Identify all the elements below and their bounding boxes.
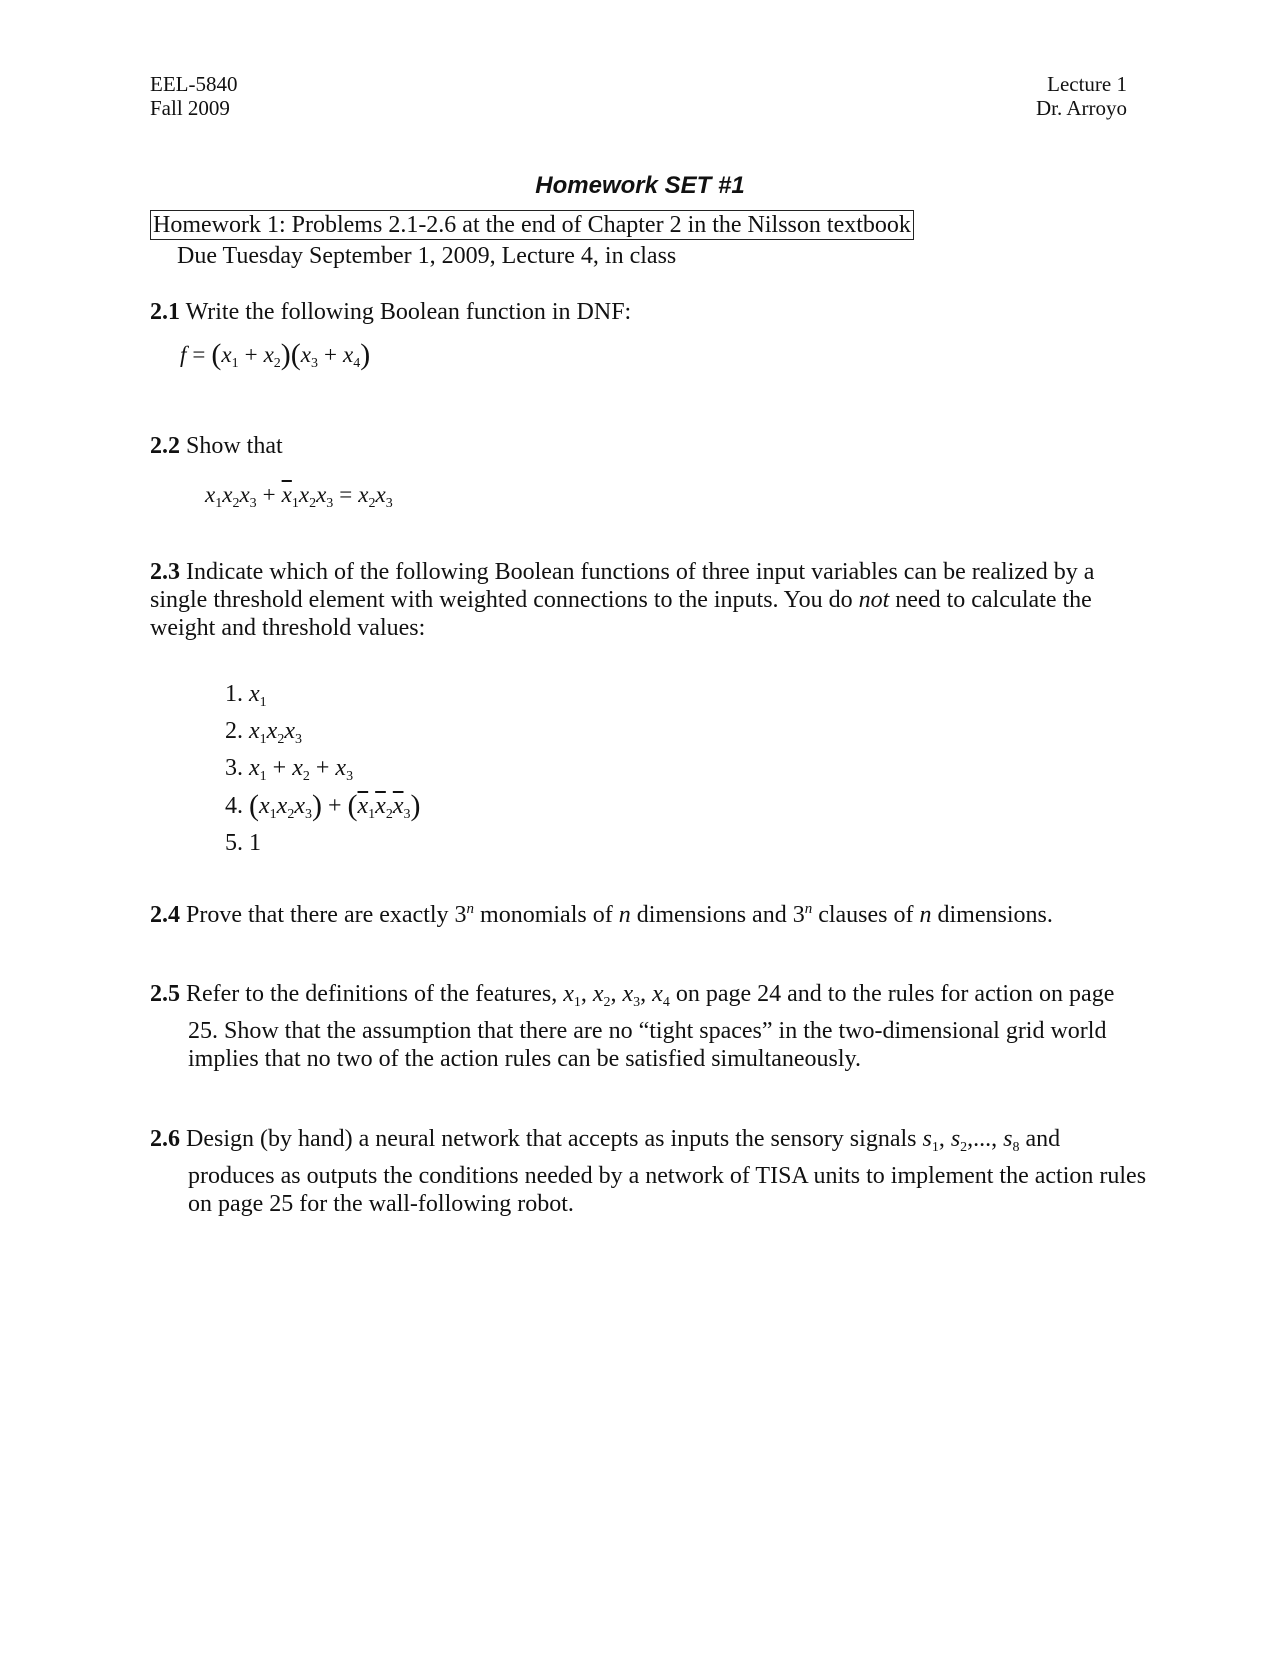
problem-2-6: 2.6 Design (by hand) a neural network that accepts as inputs the sensory signals $s_1$, $s_2$,..., $s_8$ and produces as outputs the conditions needed by a network of TISA units to implement the action rules on page 25 for the wall-following robot. (150, 1126, 1147, 1217)
problem-2-3 (150, 558, 1135, 642)
problem-2-2 (150, 432, 283, 460)
problem-number: 2.4 (150, 902, 180, 928)
problem-text-emphasis: not (858, 587, 890, 613)
dnf-formula: $f = (x_1 + x_2)(x_3 + x_4)$ (180, 338, 371, 371)
problem-2-5: 2.5 Refer to the definitions of the features, $x_1$, $x_2$, $x_3$, $x_4$ on page 24 and to the rules for action on page 25. Show that the assumption that there are no “tight spaces” in the two-dimensional grid world implies that no two of the action rules can be satisfied simultaneously. (150, 981, 1115, 1072)
assignment-box: Homework 1: Problems 2.1-2.6 at the end of Chapter 2 in the Nilsson textbook (150, 210, 914, 240)
problem-text: Show that (186, 433, 283, 459)
problem-number: 2.2 (150, 433, 180, 459)
problem-text-b: need to calculate the weight and threshold values: (150, 587, 1092, 641)
page-title: Homework SET #1 (535, 172, 745, 199)
problem-number: 2.1 (150, 299, 180, 325)
term: Fall 2009 (150, 96, 230, 120)
list-item: 1. $x_1$ (225, 681, 267, 710)
list-item: 3. $x_1 + x_2 + x_3$ (225, 755, 354, 784)
problem-number: 2.5 (150, 981, 180, 1007)
problem-number: 2.3 (150, 559, 180, 585)
list-item: 4. $(x_1x_2x_3) + (\overline{x}_1\overline{x}_2\overline{x}_3)$ (225, 789, 421, 822)
problem-2-1 (150, 298, 631, 326)
course-code: EEL-5840 (150, 72, 238, 96)
identity-formula: $x_1x_2x_3 + \overline{x}_1x_2x_3 = x_2x_3$ (205, 482, 393, 511)
list-item: 5. 1 (225, 830, 261, 856)
problem-number: 2.6 (150, 1126, 180, 1152)
header-right (1036, 72, 1127, 120)
function-list (225, 680, 420, 858)
lecture-number: Lecture 1 (1047, 72, 1127, 96)
problem-2-4: 2.4 Prove that there are exactly 3$^n$ monomials of n dimensions and 3$^n$ clauses of n dimensions. (150, 901, 1053, 928)
list-item: 2. $x_1x_2x_3$ (225, 718, 302, 747)
instructor: Dr. Arroyo (1036, 96, 1127, 120)
problem-text-a: Indicate which of the following Boolean functions of three input variables can be realized by a single threshold element with weighted connections to the inputs. You do (150, 559, 1095, 613)
due-date: Due Tuesday September 1, 2009, Lecture 4, in class (177, 243, 677, 269)
problem-text: Write the following Boolean function in DNF: (185, 299, 632, 325)
header-left (150, 72, 237, 120)
